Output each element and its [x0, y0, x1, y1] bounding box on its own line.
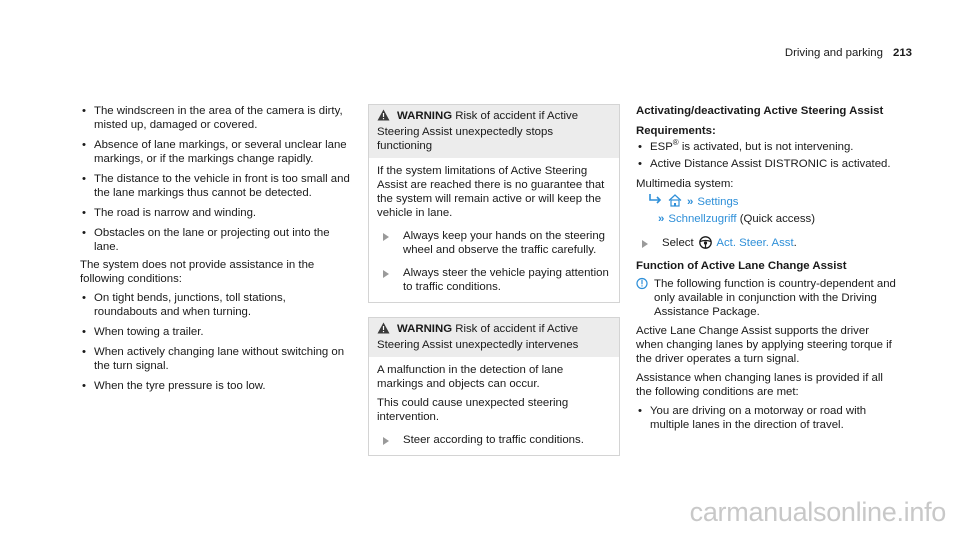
warning-text: A malfunction in the detection of lane markings and objects can occur.: [377, 364, 564, 390]
step-arrow-icon: [383, 437, 389, 445]
multimedia-label: Multimedia system:: [636, 178, 734, 190]
warning-triangle-icon: [377, 109, 391, 125]
registered-mark: ®: [672, 138, 679, 148]
section-title: Driving and parking: [784, 47, 883, 59]
list-item: • Obstacles on the lane or projecting out into the lane.: [80, 226, 352, 254]
step-arrow-icon: [642, 240, 648, 248]
warning-triangle-icon: [377, 322, 391, 338]
column-3: [636, 104, 898, 438]
lane-change-heading: Function of Active Lane Change Assist: [636, 260, 847, 272]
watermark: carmanualsonline.info: [689, 497, 946, 527]
paragraph: Active Lane Change Assist supports the driver when changing lanes by applying steering torque if the driver operates a turn signal.: [636, 325, 892, 365]
warning-title: Risk of accident if Active Steering Assist unexpectedly intervenes: [377, 323, 579, 351]
warning-box-intervenes: [368, 317, 620, 456]
requirements-list: [636, 140, 898, 171]
select-end: .: [793, 237, 797, 249]
warning-label: WARNING: [397, 323, 453, 335]
menu-path-row-2: [636, 212, 898, 226]
list-item: • Absence of lane markings, or several unclear lane markings, or if the markings change rapidly.: [80, 138, 352, 166]
menu-link-act-steer-asst[interactable]: Act. Steer. Asst: [716, 237, 794, 249]
info-note: [636, 277, 898, 319]
list-item: • Active Distance Assist DISTRONIC is activated.: [636, 157, 898, 171]
list-item: • On tight bends, junctions, toll stations, roundabouts and when turning.: [80, 291, 352, 319]
column-2: [368, 104, 620, 468]
menu-link-quick-access[interactable]: Schnellzugriff: [668, 213, 737, 225]
section-heading: Activating/deactivating Active Steering Assist: [636, 105, 884, 117]
step-text: Always keep your hands on the steering wheel and observe the traffic carefully.: [403, 230, 605, 256]
warning-header: [369, 105, 619, 158]
req-text: is activated, but is not intervening.: [678, 141, 854, 153]
action-step: [377, 433, 611, 447]
steering-wheel-icon: [699, 236, 712, 253]
menu-path-row-1: [636, 193, 898, 211]
list-item: • The road is narrow and winding.: [80, 206, 352, 220]
step-arrow-icon: [383, 270, 389, 278]
return-arrow-icon: [648, 196, 662, 208]
list-item: • When actively changing lane without switching on the turn signal.: [80, 345, 352, 373]
home-icon[interactable]: [668, 194, 682, 211]
warning-header: [369, 318, 619, 357]
chevron-right-icon: »: [687, 196, 694, 208]
warning-text: This could cause unexpected steering intervention.: [377, 397, 569, 423]
warning-text: If the system limitations of Active Steering Assist are reached there is no guarantee that the system will remain active or will keep the vehicle in lane.: [377, 165, 605, 219]
conditions-list: [80, 291, 352, 393]
req-text: ESP: [650, 141, 673, 153]
page-header: [785, 46, 912, 60]
warning-body: [369, 158, 619, 302]
action-step: [377, 229, 611, 257]
select-step: [636, 236, 898, 253]
lane-conditions-list: [636, 404, 898, 432]
page-number: 213: [892, 47, 912, 59]
info-note-icon: [636, 277, 648, 294]
quick-access-note: (Quick access): [739, 213, 816, 225]
conditions-intro: The system does not provide assistance in the following conditions:: [80, 259, 315, 285]
list-item: • The windscreen in the area of the camera is dirty, misted up, damaged or covered.: [80, 104, 352, 132]
note-text: The following function is country-dependent and only available in conjunction with the Driving Assistance Package.: [654, 278, 896, 318]
warning-body: [369, 357, 619, 455]
select-label: Select: [662, 237, 694, 249]
warning-title: Risk of accident if Active Steering Assist unexpectedly stops functioning: [377, 110, 579, 152]
requirements-label: Requirements:: [636, 125, 716, 137]
step-text: Always steer the vehicle paying attention to traffic conditions.: [403, 267, 609, 293]
list-item: • You are driving on a motorway or road with multiple lanes in the direction of travel.: [636, 404, 898, 432]
warning-box-stops-functioning: [368, 104, 620, 303]
action-step: [377, 266, 611, 294]
list-item: [636, 140, 898, 154]
step-arrow-icon: [383, 233, 389, 241]
column-1: [80, 104, 352, 399]
list-item: • When the tyre pressure is too low.: [80, 379, 352, 393]
menu-link-settings[interactable]: Settings: [697, 196, 739, 208]
step-text: Steer according to traffic conditions.: [403, 434, 584, 446]
warning-label: WARNING: [397, 110, 453, 122]
chevron-right-icon: »: [658, 213, 665, 225]
limitations-list: [80, 104, 352, 254]
list-item: • The distance to the vehicle in front is too small and the lane markings thus cannot be detected.: [80, 172, 352, 200]
paragraph: Assistance when changing lanes is provided if all the following conditions are met:: [636, 372, 883, 398]
list-item: • When towing a trailer.: [80, 325, 352, 339]
